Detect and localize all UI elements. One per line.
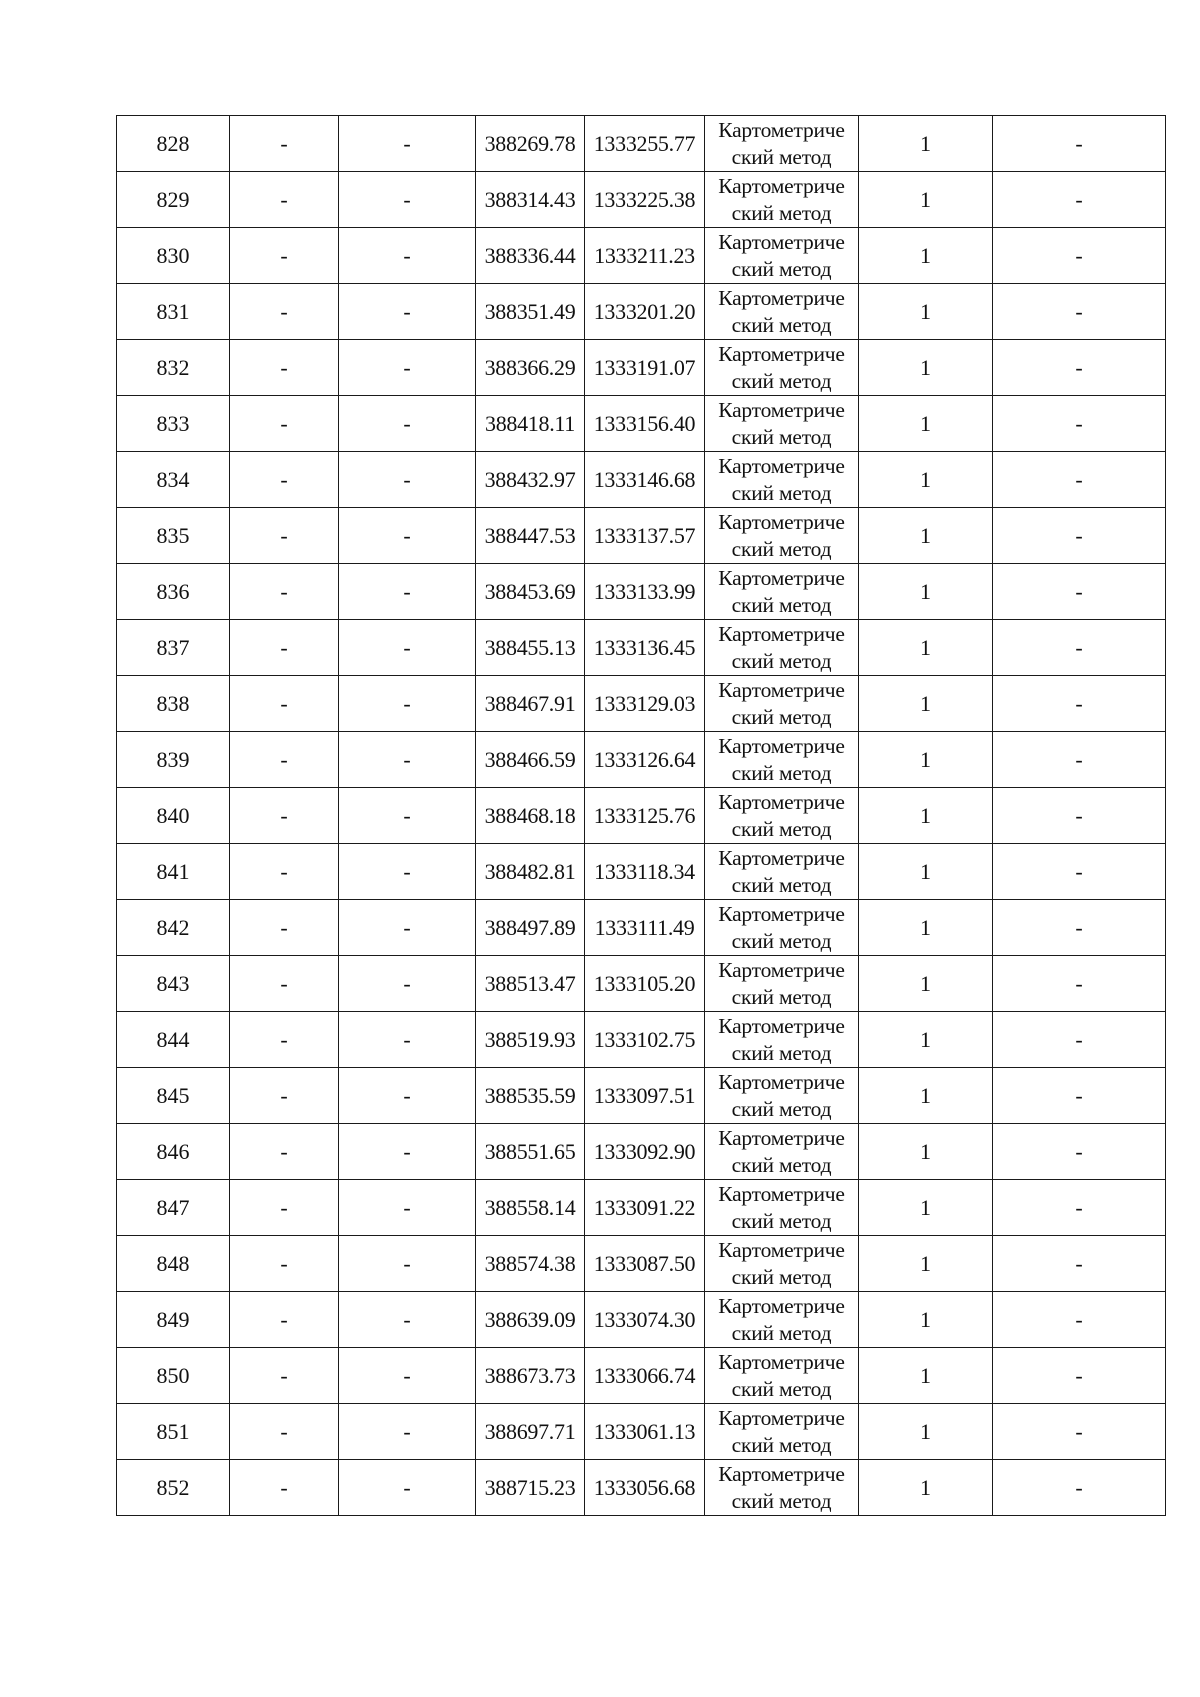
method-line-1: Картометриче xyxy=(718,1237,845,1262)
table-row xyxy=(117,340,1166,396)
method-cell xyxy=(705,732,859,788)
method-line-2: ский метод xyxy=(731,592,832,617)
method-line-2: ский метод xyxy=(731,984,832,1009)
x-coordinate-cell: 388513.47 xyxy=(476,956,585,1012)
method-line-1: Картометриче xyxy=(718,1013,845,1038)
x-coordinate-cell: 388455.13 xyxy=(476,620,585,676)
column-3-cell: - xyxy=(339,1124,476,1180)
accuracy-cell: 1 xyxy=(859,116,993,172)
column-8-cell: - xyxy=(993,1068,1166,1124)
x-coordinate-cell: 388468.18 xyxy=(476,788,585,844)
accuracy-cell: 1 xyxy=(859,452,993,508)
method-cell xyxy=(705,900,859,956)
y-coordinate-cell: 1333105.20 xyxy=(585,956,705,1012)
x-coordinate-cell: 388269.78 xyxy=(476,116,585,172)
column-2-cell: - xyxy=(230,284,339,340)
x-coordinate-cell: 388673.73 xyxy=(476,1348,585,1404)
y-coordinate-cell: 1333191.07 xyxy=(585,340,705,396)
point-number-cell: 834 xyxy=(117,452,230,508)
table-row xyxy=(117,228,1166,284)
y-coordinate-cell: 1333225.38 xyxy=(585,172,705,228)
accuracy-cell: 1 xyxy=(859,900,993,956)
point-number-cell: 850 xyxy=(117,1348,230,1404)
y-coordinate-cell: 1333102.75 xyxy=(585,1012,705,1068)
accuracy-cell: 1 xyxy=(859,1124,993,1180)
x-coordinate-cell: 388551.65 xyxy=(476,1124,585,1180)
method-line-1: Картометриче xyxy=(718,453,845,478)
table-row xyxy=(117,1180,1166,1236)
column-3-cell: - xyxy=(339,1460,476,1516)
column-2-cell: - xyxy=(230,452,339,508)
column-8-cell: - xyxy=(993,1292,1166,1348)
table-row xyxy=(117,1292,1166,1348)
column-2-cell: - xyxy=(230,564,339,620)
method-cell xyxy=(705,844,859,900)
point-number-cell: 848 xyxy=(117,1236,230,1292)
table-row xyxy=(117,508,1166,564)
column-3-cell: - xyxy=(339,1236,476,1292)
column-8-cell: - xyxy=(993,116,1166,172)
point-number-cell: 845 xyxy=(117,1068,230,1124)
table-row xyxy=(117,1068,1166,1124)
method-line-2: ский метод xyxy=(731,256,832,281)
table-row xyxy=(117,172,1166,228)
method-line-1: Картометриче xyxy=(718,397,845,422)
table-row xyxy=(117,284,1166,340)
accuracy-cell: 1 xyxy=(859,172,993,228)
method-line-1: Картометриче xyxy=(718,677,845,702)
method-cell xyxy=(705,1124,859,1180)
method-line-2: ский метод xyxy=(731,312,832,337)
method-cell xyxy=(705,452,859,508)
accuracy-cell: 1 xyxy=(859,1460,993,1516)
y-coordinate-cell: 1333201.20 xyxy=(585,284,705,340)
column-3-cell: - xyxy=(339,1068,476,1124)
method-line-1: Картометриче xyxy=(718,565,845,590)
column-2-cell: - xyxy=(230,900,339,956)
accuracy-cell: 1 xyxy=(859,284,993,340)
point-number-cell: 847 xyxy=(117,1180,230,1236)
point-number-cell: 843 xyxy=(117,956,230,1012)
table-row xyxy=(117,1348,1166,1404)
column-3-cell: - xyxy=(339,396,476,452)
coordinates-table xyxy=(116,115,1166,1516)
column-2-cell: - xyxy=(230,788,339,844)
method-cell xyxy=(705,508,859,564)
y-coordinate-cell: 1333056.68 xyxy=(585,1460,705,1516)
method-line-1: Картометриче xyxy=(718,173,845,198)
accuracy-cell: 1 xyxy=(859,1292,993,1348)
y-coordinate-cell: 1333066.74 xyxy=(585,1348,705,1404)
column-2-cell: - xyxy=(230,340,339,396)
method-line-2: ский метод xyxy=(731,1264,832,1289)
method-line-2: ский метод xyxy=(731,1432,832,1457)
y-coordinate-cell: 1333074.30 xyxy=(585,1292,705,1348)
y-coordinate-cell: 1333255.77 xyxy=(585,116,705,172)
x-coordinate-cell: 388418.11 xyxy=(476,396,585,452)
column-3-cell: - xyxy=(339,228,476,284)
method-cell xyxy=(705,1068,859,1124)
column-2-cell: - xyxy=(230,228,339,284)
column-2-cell: - xyxy=(230,1012,339,1068)
column-8-cell: - xyxy=(993,956,1166,1012)
accuracy-cell: 1 xyxy=(859,1068,993,1124)
x-coordinate-cell: 388366.29 xyxy=(476,340,585,396)
method-cell xyxy=(705,284,859,340)
method-line-1: Картометриче xyxy=(718,789,845,814)
y-coordinate-cell: 1333156.40 xyxy=(585,396,705,452)
point-number-cell: 852 xyxy=(117,1460,230,1516)
method-line-2: ский метод xyxy=(731,144,832,169)
x-coordinate-cell: 388574.38 xyxy=(476,1236,585,1292)
column-2-cell: - xyxy=(230,172,339,228)
method-line-2: ский метод xyxy=(731,1096,832,1121)
method-line-2: ский метод xyxy=(731,816,832,841)
point-number-cell: 829 xyxy=(117,172,230,228)
y-coordinate-cell: 1333092.90 xyxy=(585,1124,705,1180)
point-number-cell: 849 xyxy=(117,1292,230,1348)
method-line-1: Картометриче xyxy=(718,1405,845,1430)
method-line-1: Картометриче xyxy=(718,1125,845,1150)
x-coordinate-cell: 388351.49 xyxy=(476,284,585,340)
column-3-cell: - xyxy=(339,900,476,956)
point-number-cell: 844 xyxy=(117,1012,230,1068)
column-8-cell: - xyxy=(993,396,1166,452)
method-line-2: ский метод xyxy=(731,928,832,953)
x-coordinate-cell: 388558.14 xyxy=(476,1180,585,1236)
x-coordinate-cell: 388467.91 xyxy=(476,676,585,732)
column-3-cell: - xyxy=(339,452,476,508)
table-row xyxy=(117,1124,1166,1180)
column-8-cell: - xyxy=(993,1236,1166,1292)
method-cell xyxy=(705,676,859,732)
method-line-2: ский метод xyxy=(731,536,832,561)
column-2-cell: - xyxy=(230,1348,339,1404)
method-line-1: Картометриче xyxy=(718,229,845,254)
method-cell xyxy=(705,1292,859,1348)
point-number-cell: 835 xyxy=(117,508,230,564)
point-number-cell: 833 xyxy=(117,396,230,452)
method-line-2: ский метод xyxy=(731,872,832,897)
method-cell xyxy=(705,620,859,676)
accuracy-cell: 1 xyxy=(859,1180,993,1236)
accuracy-cell: 1 xyxy=(859,228,993,284)
accuracy-cell: 1 xyxy=(859,676,993,732)
method-cell xyxy=(705,172,859,228)
column-8-cell: - xyxy=(993,284,1166,340)
accuracy-cell: 1 xyxy=(859,508,993,564)
column-8-cell: - xyxy=(993,1012,1166,1068)
column-8-cell: - xyxy=(993,1124,1166,1180)
column-3-cell: - xyxy=(339,1348,476,1404)
column-8-cell: - xyxy=(993,340,1166,396)
column-2-cell: - xyxy=(230,1236,339,1292)
method-line-1: Картометриче xyxy=(718,901,845,926)
method-line-2: ский метод xyxy=(731,1040,832,1065)
y-coordinate-cell: 1333136.45 xyxy=(585,620,705,676)
accuracy-cell: 1 xyxy=(859,564,993,620)
column-3-cell: - xyxy=(339,284,476,340)
y-coordinate-cell: 1333146.68 xyxy=(585,452,705,508)
method-line-2: ский метод xyxy=(731,1320,832,1345)
column-2-cell: - xyxy=(230,956,339,1012)
method-line-2: ский метод xyxy=(731,760,832,785)
accuracy-cell: 1 xyxy=(859,1404,993,1460)
column-8-cell: - xyxy=(993,1348,1166,1404)
column-2-cell: - xyxy=(230,1068,339,1124)
column-2-cell: - xyxy=(230,396,339,452)
method-cell xyxy=(705,956,859,1012)
accuracy-cell: 1 xyxy=(859,844,993,900)
method-line-1: Картометриче xyxy=(718,621,845,646)
y-coordinate-cell: 1333125.76 xyxy=(585,788,705,844)
column-2-cell: - xyxy=(230,732,339,788)
column-8-cell: - xyxy=(993,844,1166,900)
method-cell xyxy=(705,1404,859,1460)
x-coordinate-cell: 388314.43 xyxy=(476,172,585,228)
column-8-cell: - xyxy=(993,1404,1166,1460)
method-line-2: ский метод xyxy=(731,368,832,393)
point-number-cell: 828 xyxy=(117,116,230,172)
method-line-2: ский метод xyxy=(731,1376,832,1401)
accuracy-cell: 1 xyxy=(859,620,993,676)
y-coordinate-cell: 1333118.34 xyxy=(585,844,705,900)
method-line-1: Картометриче xyxy=(718,1461,845,1486)
method-cell xyxy=(705,396,859,452)
method-cell xyxy=(705,1012,859,1068)
accuracy-cell: 1 xyxy=(859,1012,993,1068)
column-3-cell: - xyxy=(339,116,476,172)
table-row xyxy=(117,1236,1166,1292)
column-8-cell: - xyxy=(993,788,1166,844)
y-coordinate-cell: 1333211.23 xyxy=(585,228,705,284)
column-3-cell: - xyxy=(339,1012,476,1068)
method-cell xyxy=(705,1460,859,1516)
point-number-cell: 837 xyxy=(117,620,230,676)
point-number-cell: 836 xyxy=(117,564,230,620)
method-cell xyxy=(705,788,859,844)
table-row xyxy=(117,564,1166,620)
column-8-cell: - xyxy=(993,564,1166,620)
method-line-1: Картометриче xyxy=(718,1069,845,1094)
accuracy-cell: 1 xyxy=(859,1236,993,1292)
table-row xyxy=(117,396,1166,452)
x-coordinate-cell: 388519.93 xyxy=(476,1012,585,1068)
y-coordinate-cell: 1333091.22 xyxy=(585,1180,705,1236)
column-3-cell: - xyxy=(339,1180,476,1236)
y-coordinate-cell: 1333133.99 xyxy=(585,564,705,620)
method-cell xyxy=(705,564,859,620)
column-3-cell: - xyxy=(339,564,476,620)
method-cell xyxy=(705,228,859,284)
column-2-cell: - xyxy=(230,1124,339,1180)
method-line-1: Картометриче xyxy=(718,845,845,870)
table-row xyxy=(117,1404,1166,1460)
method-line-2: ский метод xyxy=(731,1152,832,1177)
method-line-1: Картометриче xyxy=(718,285,845,310)
method-line-1: Картометриче xyxy=(718,341,845,366)
y-coordinate-cell: 1333137.57 xyxy=(585,508,705,564)
method-line-2: ский метод xyxy=(731,200,832,225)
method-cell xyxy=(705,340,859,396)
accuracy-cell: 1 xyxy=(859,732,993,788)
point-number-cell: 851 xyxy=(117,1404,230,1460)
method-cell xyxy=(705,1180,859,1236)
point-number-cell: 839 xyxy=(117,732,230,788)
column-2-cell: - xyxy=(230,844,339,900)
table-row xyxy=(117,116,1166,172)
table-row xyxy=(117,732,1166,788)
column-3-cell: - xyxy=(339,172,476,228)
x-coordinate-cell: 388336.44 xyxy=(476,228,585,284)
method-line-2: ский метод xyxy=(731,648,832,673)
column-8-cell: - xyxy=(993,676,1166,732)
method-line-1: Картометриче xyxy=(718,1181,845,1206)
column-2-cell: - xyxy=(230,508,339,564)
column-2-cell: - xyxy=(230,1180,339,1236)
column-3-cell: - xyxy=(339,956,476,1012)
accuracy-cell: 1 xyxy=(859,396,993,452)
method-line-2: ский метод xyxy=(731,424,832,449)
point-number-cell: 842 xyxy=(117,900,230,956)
table-row xyxy=(117,620,1166,676)
accuracy-cell: 1 xyxy=(859,340,993,396)
x-coordinate-cell: 388535.59 xyxy=(476,1068,585,1124)
table-body xyxy=(117,116,1166,1516)
method-line-1: Картометриче xyxy=(718,509,845,534)
point-number-cell: 840 xyxy=(117,788,230,844)
method-line-1: Картометриче xyxy=(718,1293,845,1318)
x-coordinate-cell: 388697.71 xyxy=(476,1404,585,1460)
column-3-cell: - xyxy=(339,508,476,564)
column-2-cell: - xyxy=(230,1460,339,1516)
method-line-1: Картометриче xyxy=(718,733,845,758)
column-2-cell: - xyxy=(230,676,339,732)
column-3-cell: - xyxy=(339,620,476,676)
column-2-cell: - xyxy=(230,1292,339,1348)
method-line-1: Картометриче xyxy=(718,1349,845,1374)
y-coordinate-cell: 1333111.49 xyxy=(585,900,705,956)
table-row xyxy=(117,1460,1166,1516)
accuracy-cell: 1 xyxy=(859,788,993,844)
y-coordinate-cell: 1333097.51 xyxy=(585,1068,705,1124)
method-line-1: Картометриче xyxy=(718,957,845,982)
y-coordinate-cell: 1333129.03 xyxy=(585,676,705,732)
column-3-cell: - xyxy=(339,732,476,788)
column-8-cell: - xyxy=(993,452,1166,508)
column-2-cell: - xyxy=(230,620,339,676)
table-row xyxy=(117,1012,1166,1068)
x-coordinate-cell: 388453.69 xyxy=(476,564,585,620)
method-cell xyxy=(705,116,859,172)
x-coordinate-cell: 388447.53 xyxy=(476,508,585,564)
method-line-2: ский метод xyxy=(731,1208,832,1233)
column-3-cell: - xyxy=(339,1292,476,1348)
column-2-cell: - xyxy=(230,1404,339,1460)
column-2-cell: - xyxy=(230,116,339,172)
method-cell xyxy=(705,1348,859,1404)
column-8-cell: - xyxy=(993,900,1166,956)
y-coordinate-cell: 1333061.13 xyxy=(585,1404,705,1460)
column-8-cell: - xyxy=(993,620,1166,676)
column-3-cell: - xyxy=(339,844,476,900)
point-number-cell: 830 xyxy=(117,228,230,284)
column-8-cell: - xyxy=(993,172,1166,228)
x-coordinate-cell: 388482.81 xyxy=(476,844,585,900)
method-line-1: Картометриче xyxy=(718,117,845,142)
column-8-cell: - xyxy=(993,1180,1166,1236)
x-coordinate-cell: 388715.23 xyxy=(476,1460,585,1516)
column-8-cell: - xyxy=(993,228,1166,284)
y-coordinate-cell: 1333087.50 xyxy=(585,1236,705,1292)
point-number-cell: 838 xyxy=(117,676,230,732)
column-3-cell: - xyxy=(339,676,476,732)
x-coordinate-cell: 388497.89 xyxy=(476,900,585,956)
column-3-cell: - xyxy=(339,1404,476,1460)
table-row xyxy=(117,452,1166,508)
table-row xyxy=(117,900,1166,956)
x-coordinate-cell: 388639.09 xyxy=(476,1292,585,1348)
column-8-cell: - xyxy=(993,1460,1166,1516)
table-row xyxy=(117,844,1166,900)
accuracy-cell: 1 xyxy=(859,956,993,1012)
point-number-cell: 846 xyxy=(117,1124,230,1180)
point-number-cell: 832 xyxy=(117,340,230,396)
column-3-cell: - xyxy=(339,788,476,844)
method-cell xyxy=(705,1236,859,1292)
accuracy-cell: 1 xyxy=(859,1348,993,1404)
method-line-2: ский метод xyxy=(731,1488,832,1513)
point-number-cell: 841 xyxy=(117,844,230,900)
x-coordinate-cell: 388432.97 xyxy=(476,452,585,508)
method-line-2: ский метод xyxy=(731,704,832,729)
column-3-cell: - xyxy=(339,340,476,396)
point-number-cell: 831 xyxy=(117,284,230,340)
table-row xyxy=(117,956,1166,1012)
table-row xyxy=(117,676,1166,732)
y-coordinate-cell: 1333126.64 xyxy=(585,732,705,788)
column-8-cell: - xyxy=(993,508,1166,564)
column-8-cell: - xyxy=(993,732,1166,788)
table-row xyxy=(117,788,1166,844)
method-line-2: ский метод xyxy=(731,480,832,505)
x-coordinate-cell: 388466.59 xyxy=(476,732,585,788)
